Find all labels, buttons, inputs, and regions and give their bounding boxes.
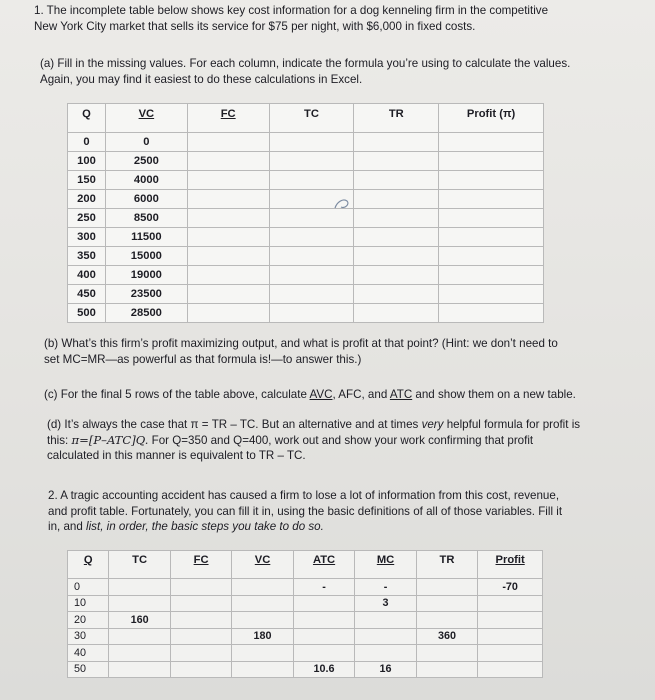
t2-header-tc: TC xyxy=(109,551,170,579)
cell-empty xyxy=(354,304,439,323)
cell-vc xyxy=(232,645,293,662)
pencil-scribble-icon xyxy=(333,196,355,212)
cell-empty xyxy=(269,228,354,247)
cell-vc: 2500 xyxy=(105,152,187,171)
cell-mc: 3 xyxy=(355,595,416,612)
cost-table-2-header xyxy=(68,551,543,579)
t2-header-mc: MC xyxy=(355,551,416,579)
cell-tc xyxy=(109,628,170,645)
cell-q: 500 xyxy=(68,304,106,323)
question-1d-line-1a: (d) It’s always the case that π = TR – TC. But an alternative and at times xyxy=(47,418,422,431)
cell-profit xyxy=(478,595,543,612)
table-row xyxy=(68,228,544,247)
cell-empty xyxy=(187,228,269,247)
cell-empty xyxy=(187,304,269,323)
cell-empty xyxy=(439,228,544,247)
cell-profit xyxy=(478,612,543,629)
question-2-line-3 xyxy=(48,519,628,535)
cell-vc: 19000 xyxy=(105,266,187,285)
cell-empty xyxy=(439,285,544,304)
question-1-intro xyxy=(34,3,634,34)
cell-vc: 8500 xyxy=(105,209,187,228)
cell-profit: -70 xyxy=(478,579,543,596)
question-1c-avc: AVC xyxy=(309,388,333,401)
question-1c-mid: , AFC, and xyxy=(332,388,390,401)
cell-empty xyxy=(354,228,439,247)
cell-empty xyxy=(269,304,354,323)
profit-formula: π=[P–ATC]Q. xyxy=(71,432,149,447)
cell-q: 200 xyxy=(68,190,106,209)
cell-vc: 11500 xyxy=(105,228,187,247)
cell-fc xyxy=(170,579,231,596)
cell-q: 10 xyxy=(68,595,109,612)
cell-vc: 6000 xyxy=(105,190,187,209)
cell-empty xyxy=(439,266,544,285)
cell-empty xyxy=(269,266,354,285)
cell-fc xyxy=(170,612,231,629)
cell-profit xyxy=(478,628,543,645)
cell-empty xyxy=(354,247,439,266)
cell-q: 450 xyxy=(68,285,106,304)
cell-vc: 15000 xyxy=(105,247,187,266)
cell-vc xyxy=(232,595,293,612)
table-row xyxy=(68,628,543,645)
cell-q: 40 xyxy=(68,645,109,662)
cell-empty xyxy=(187,152,269,171)
cell-empty xyxy=(187,285,269,304)
question-1d-line-2a: this: xyxy=(47,433,72,447)
cell-empty xyxy=(269,152,354,171)
cell-vc: 4000 xyxy=(105,171,187,190)
cell-empty xyxy=(269,171,354,190)
question-1a xyxy=(40,56,630,87)
table-row xyxy=(68,247,544,266)
cell-atc xyxy=(293,612,354,629)
cell-vc: 28500 xyxy=(105,304,187,323)
cell-empty xyxy=(354,209,439,228)
table-row xyxy=(68,579,543,596)
cell-empty xyxy=(269,285,354,304)
t2-header-tr: TR xyxy=(416,551,477,579)
table-row xyxy=(68,595,543,612)
table-row xyxy=(68,133,544,152)
cell-tr: 360 xyxy=(416,628,477,645)
cell-atc: 10.6 xyxy=(293,661,354,678)
cell-empty xyxy=(354,285,439,304)
header-q: Q xyxy=(68,104,106,133)
header-tr: TR xyxy=(354,104,439,133)
cell-profit xyxy=(478,661,543,678)
question-2-line-1: 2. A tragic accounting accident has caused a firm to lose a lot of information from this cost, revenue, xyxy=(48,489,560,502)
question-1d xyxy=(47,417,635,464)
cell-fc xyxy=(170,628,231,645)
cell-q: 0 xyxy=(68,133,106,152)
cell-q: 300 xyxy=(68,228,106,247)
cell-empty xyxy=(439,171,544,190)
question-1d-line-2b: For Q=350 and Q=400, work out and show your work confirming that profit xyxy=(148,433,534,447)
cell-tc xyxy=(109,645,170,662)
cell-atc xyxy=(293,645,354,662)
cell-tr xyxy=(416,612,477,629)
question-2-line-3a: in, and xyxy=(48,520,87,533)
table-row xyxy=(68,190,544,209)
header-tc: TC xyxy=(269,104,354,133)
cell-q: 30 xyxy=(68,628,109,645)
cell-q: 150 xyxy=(68,171,106,190)
cell-tc xyxy=(109,579,170,596)
question-1-line-1: 1. The incomplete table below shows key cost information for a dog kenneling firm in the competitive xyxy=(34,4,549,17)
cell-vc xyxy=(232,579,293,596)
table-row xyxy=(68,645,543,662)
cell-atc xyxy=(293,628,354,645)
question-1b xyxy=(44,336,634,367)
question-1-line-2: New York City market that sells its service for $75 per night, with $6,000 in fixed costs. xyxy=(34,19,476,33)
cell-tr xyxy=(416,661,477,678)
question-2 xyxy=(48,488,628,535)
t2-header-vc: VC xyxy=(232,551,293,579)
cell-fc xyxy=(170,645,231,662)
table-row xyxy=(68,209,544,228)
question-1d-line-2 xyxy=(47,433,635,449)
cell-q: 20 xyxy=(68,612,109,629)
cell-tc: 160 xyxy=(109,612,170,629)
cell-empty xyxy=(187,190,269,209)
question-1a-line-2: Again, you may find it easiest to do these calculations in Excel. xyxy=(40,72,363,86)
cell-fc xyxy=(170,595,231,612)
t2-header-fc: FC xyxy=(170,551,231,579)
cell-q: 50 xyxy=(68,661,109,678)
cell-fc xyxy=(170,661,231,678)
cell-empty xyxy=(439,133,544,152)
cell-tc xyxy=(109,661,170,678)
cost-table-2 xyxy=(67,550,543,678)
cell-vc xyxy=(232,612,293,629)
cell-tr xyxy=(416,579,477,596)
cell-q: 0 xyxy=(68,579,109,596)
cell-tc xyxy=(109,595,170,612)
cell-empty xyxy=(354,133,439,152)
cell-mc xyxy=(355,645,416,662)
cell-profit xyxy=(478,645,543,662)
question-1c xyxy=(44,387,634,403)
cell-empty xyxy=(354,152,439,171)
cell-q: 250 xyxy=(68,209,106,228)
t2-header-profit: Profit xyxy=(478,551,543,579)
table-row xyxy=(68,612,543,629)
cell-empty xyxy=(439,247,544,266)
question-1a-line-1: (a) Fill in the missing values. For each column, indicate the formula you’re using to calculate the values. xyxy=(40,57,571,70)
cell-vc: 23500 xyxy=(105,285,187,304)
cell-empty xyxy=(439,304,544,323)
table-row xyxy=(68,152,544,171)
cell-tr xyxy=(416,645,477,662)
cell-empty xyxy=(354,266,439,285)
cell-vc xyxy=(232,661,293,678)
cell-empty xyxy=(269,133,354,152)
cell-empty xyxy=(439,190,544,209)
cell-empty xyxy=(439,209,544,228)
cell-q: 100 xyxy=(68,152,106,171)
cell-mc: 16 xyxy=(355,661,416,678)
cell-empty xyxy=(354,190,439,209)
cell-atc xyxy=(293,595,354,612)
cell-mc xyxy=(355,612,416,629)
cell-tr xyxy=(416,595,477,612)
question-1c-post: and show them on a new table. xyxy=(412,388,576,401)
cell-empty xyxy=(187,133,269,152)
cell-mc: - xyxy=(355,579,416,596)
cost-table-1-header xyxy=(68,104,544,133)
cell-vc: 0 xyxy=(105,133,187,152)
question-2-line-2: and profit table. Fortunately, you can fill it in, using the basic definitions of all of those variables. Fill it xyxy=(48,504,563,518)
cell-empty xyxy=(187,209,269,228)
cell-q: 350 xyxy=(68,247,106,266)
table-row xyxy=(68,285,544,304)
cell-mc xyxy=(355,628,416,645)
question-1d-emphasis: very xyxy=(421,418,444,431)
cell-empty xyxy=(187,247,269,266)
question-1c-pre: (c) For the final 5 rows of the table above, calculate xyxy=(44,388,310,401)
cell-empty xyxy=(354,171,439,190)
table-row xyxy=(68,304,544,323)
question-1d-line-1c: helpful formula for profit is xyxy=(443,418,581,431)
table-row xyxy=(68,171,544,190)
cell-atc: - xyxy=(293,579,354,596)
cell-empty xyxy=(269,247,354,266)
header-vc: VC xyxy=(105,104,187,133)
cost-table-1 xyxy=(67,103,544,323)
t2-header-atc: ATC xyxy=(293,551,354,579)
question-2-line-3b: list, in order, the basic steps you take to do so. xyxy=(86,520,324,533)
question-1b-line-1: (b) What’s this firm’s profit maximizing output, and what is profit at that point? (Hint: we don’t need to xyxy=(44,337,558,350)
question-1d-line-1 xyxy=(47,417,635,433)
question-1c-atc: ATC xyxy=(389,388,413,401)
question-1d-line-3: calculated in this manner is equivalent to TR – TC. xyxy=(47,449,306,462)
cell-empty xyxy=(439,152,544,171)
t2-header-q: Q xyxy=(68,551,109,579)
table-row xyxy=(68,266,544,285)
cell-q: 400 xyxy=(68,266,106,285)
cell-empty xyxy=(187,266,269,285)
table-row xyxy=(68,661,543,678)
cell-vc: 180 xyxy=(232,628,293,645)
header-fc: FC xyxy=(187,104,269,133)
question-1b-line-2: set MC=MR—as powerful as that formula is!—to answer this.) xyxy=(44,352,362,366)
header-profit: Profit (π) xyxy=(439,104,544,133)
cell-empty xyxy=(187,171,269,190)
